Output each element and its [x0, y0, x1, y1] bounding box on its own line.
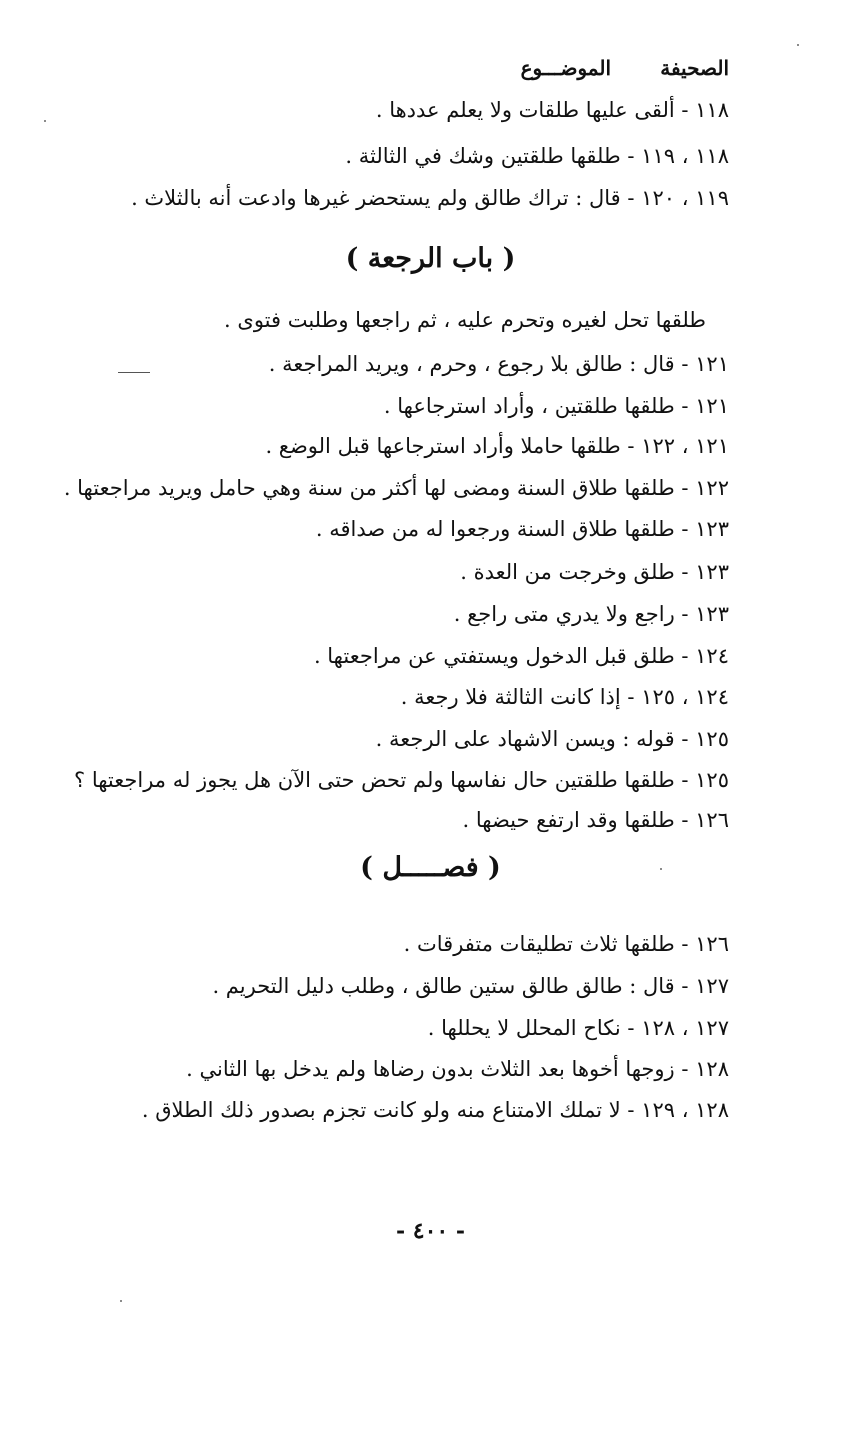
section-title-raja: ( باب الرجعة ) [345, 243, 516, 274]
index-entry: ١٢١ ، ١٢٢ - طلقها حاملا وأراد استرجاعها قبل الوضع . [265, 434, 729, 458]
index-entry: ١٢٣ - طلق وخرجت من العدة . [460, 560, 729, 584]
header-page-column: الصحيفة [660, 56, 729, 80]
index-entry: ١٢٤ ، ١٢٥ - إذا كانت الثالثة فلا رجعة . [400, 685, 729, 709]
scan-speck [660, 868, 662, 870]
index-entry: ١٢٨ - زوجها أخوها بعد الثلاث بدون رضاها ولم يدخل بها الثاني . [186, 1057, 729, 1081]
scan-speck [120, 1300, 122, 1302]
index-entry: ١٢١ - طلقها طلقتين ، وأراد استرجاعها . [383, 394, 729, 418]
index-entry: ١٢٥ - قوله : ويسن الاشهاد على الرجعة . [375, 727, 729, 751]
index-entry: ١٢٣ - راجع ولا يدري متى راجع . [453, 602, 729, 626]
scan-speck [797, 44, 799, 46]
scan-speck [44, 120, 46, 122]
page-number: - ٤٠٠ - [395, 1218, 466, 1244]
index-entry: ١٢٦ - طلقها ثلاث تطليقات متفرقات . [403, 932, 729, 956]
index-entry: ١٢٦ - طلقها وقد ارتفع حيضها . [462, 808, 729, 832]
index-entry: ١٢١ - قال : طالق بلا رجوع ، وحرم ، ويريد المراجعة . [268, 352, 729, 376]
index-entry: ١٢٣ - طلقها طلاق السنة ورجعوا له من صداقه . [315, 517, 729, 541]
margin-dash [118, 372, 150, 373]
section-title-fasl: ( فصـــــل ) [360, 852, 501, 883]
index-entry: ١٢٧ - قال : طالق طالق ستين طالق ، وطلب دليل التحريم . [212, 974, 729, 998]
index-entry: طلقها تحل لغيره وتحرم عليه ، ثم راجعها وطلبت فتوى . [224, 308, 706, 332]
index-entry: ١٢٥ - طلقها طلقتين حال نفاسها ولم تحض حتى الآن هل يجوز له مراجعتها ؟ [74, 768, 729, 792]
index-entry: ١١٨ - ألقى عليها طلقات ولا يعلم عددها . [375, 98, 729, 122]
index-entry: ١٢٧ ، ١٢٨ - نكاح المحلل لا يحللها . [427, 1016, 729, 1040]
index-entry: ١٢٢ - طلقها طلاق السنة ومضى لها أكثر من سنة وهي حامل ويريد مراجعتها . [63, 476, 729, 500]
index-entry: ١١٩ ، ١٢٠ - قال : تراك طالق ولم يستحضر غيرها وادعت أنه بالثلاث . [131, 186, 729, 210]
index-entry: ١١٨ ، ١١٩ - طلقها طلقتين وشك في الثالثة . [345, 144, 729, 168]
header-topic-column: الموضـــوع [520, 56, 611, 80]
index-entry: ١٢٤ - طلق قبل الدخول ويستفتي عن مراجعتها . [313, 644, 729, 668]
index-entry: ١٢٨ ، ١٢٩ - لا تملك الامتناع منه ولو كانت تجزم بصدور ذلك الطلاق . [141, 1098, 729, 1122]
